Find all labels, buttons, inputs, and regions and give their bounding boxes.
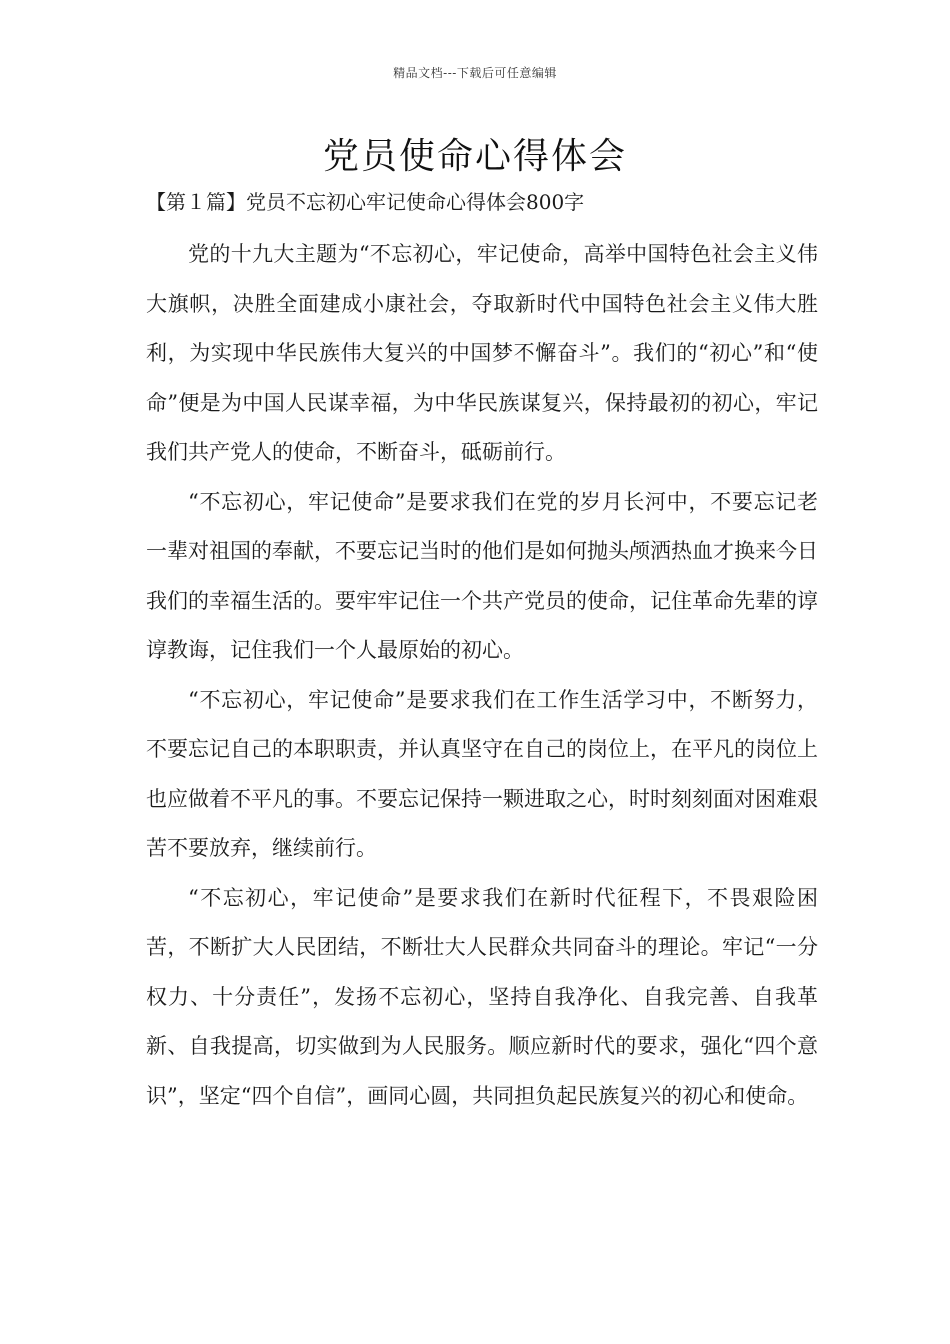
page-header-note: 精品文档---下载后可任意编辑 (393, 66, 557, 80)
document-title: 党员使命心得体会 (322, 136, 627, 177)
paragraph: “不忘初心，牢记使命”是要求我们在党的岁月长河中，不要忘记老一辈对祖国的奉献，不要忘记当时的他们是如何抛头颅洒热血才换来今日我们的幸福生活的。要牢牢记住一个共产党员的使命，记住革命先辈的谆谆教诲，记住我们一个人最原始的初心。 (146, 489, 818, 662)
section-heading: 【第１篇】党员不忘初心牢记使命心得体会800字 (146, 190, 585, 214)
paragraph: “不忘初心，牢记使命”是要求我们在工作生活学习中，不断努力，不要忘记自己的本职职责，并认真坚守在自己的岗位上，在平凡的岗位上也应做着不平凡的事。不要忘记保持一颗进取之心，时时刻刻面对困难艰苦不要放弃，继续前行。 (146, 687, 818, 860)
paragraph: “不忘初心，牢记使命”是要求我们在新时代征程下，不畏艰险困苦，不断扩大人民团结，不断壮大人民群众共同奋斗的理论。牢记“一分权力、十分责任”，发扬不忘初心，坚持自我净化、自我完善、自我革新、自我提高，切实做到为人民服务。顺应新时代的要求，强化“四个意识”，坚定“四个自信”，画同心圆，共同担负起民族复兴的初心和使命。 (146, 885, 818, 1108)
document-body (146, 230, 818, 1121)
paragraph: 党的十九大主题为“不忘初心，牢记使命，高举中国特色社会主义伟大旗帜，决胜全面建成小康社会，夺取新时代中国特色社会主义伟大胜利，为实现中华民族伟大复兴的中国梦不懈奋斗”。我们的“初心”和“使命”便是为中国人民谋幸福，为中华民族谋复兴，保持最初的初心，牢记我们共产党人的使命，不断奋斗，砥砺前行。 (146, 242, 818, 464)
